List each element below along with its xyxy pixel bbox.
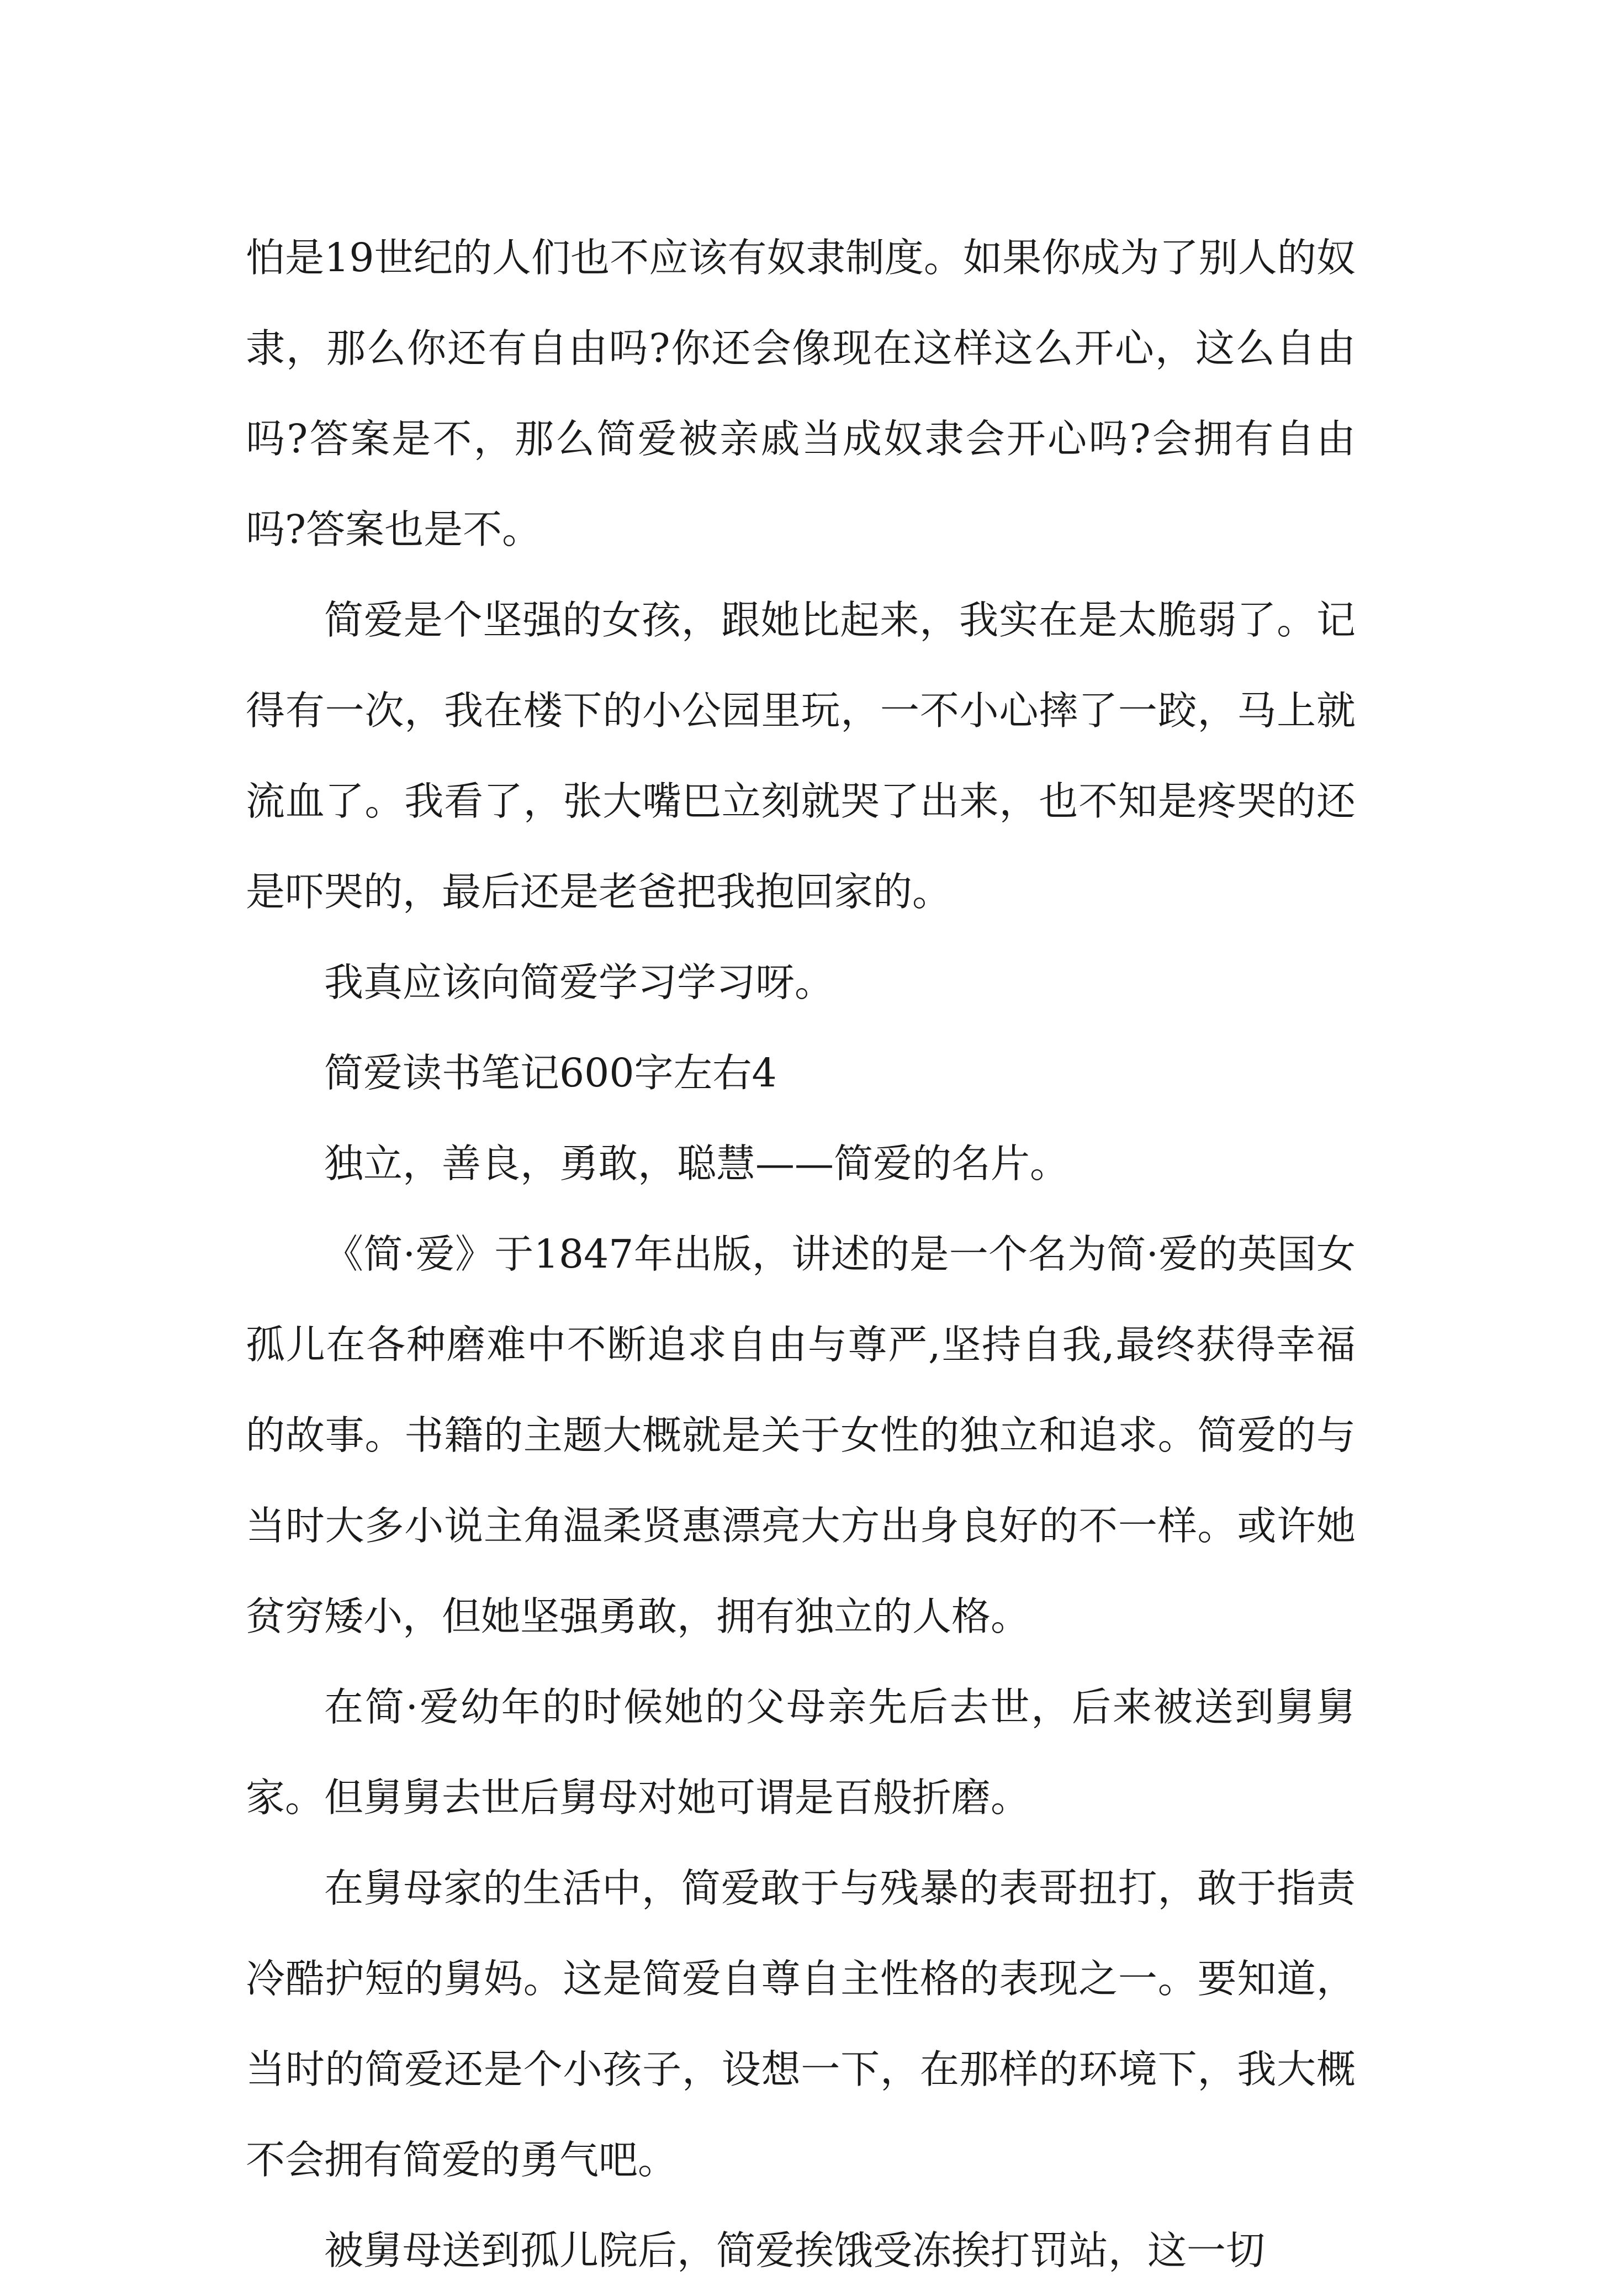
document-body bbox=[246, 213, 1356, 2296]
paragraph: 简爱是个坚强的女孩，跟她比起来，我实在是太脆弱了。记得有一次，我在楼下的小公园里玩，一不小心摔了一跤，马上就流血了。我看了，张大嘴巴立刻就哭了出来，也不知是疼哭的还是吓哭的，最后还是老爸把我抱回家的。 bbox=[246, 597, 1356, 915]
paragraph: 《简·爱》于1847年出版，讲述的是一个名为简·爱的英国女孤儿在各种磨难中不断追求自由与尊严,坚持自我,最终获得幸福的故事。书籍的主题大概就是关于女性的独立和追求。简爱的与当时大多小说主角温柔贤惠漂亮大方出身良好的不一样。或许她贫穷矮小，但她坚强勇敢，拥有独立的人格。 bbox=[246, 1231, 1356, 1639]
paragraph: 在舅母家的生活中，简爱敢于与残暴的表哥扭打，敢于指责冷酷护短的舅妈。这是简爱自尊自主性格的表现之一。要知道，当时的简爱还是个小孩子，设想一下，在那样的环境下，我大概不会拥有简爱的勇气吧。 bbox=[246, 1865, 1356, 2183]
paragraph: 独立，善良，勇敢，聪慧——简爱的名片。 bbox=[324, 1141, 1070, 1186]
paragraph: 在简·爱幼年的时候她的父母亲先后去世，后来被送到舅舅家。但舅舅去世后舅母对她可谓是百般折磨。 bbox=[246, 1684, 1356, 1820]
section-heading: 简爱读书笔记600字左右4 bbox=[324, 1050, 777, 1096]
paragraph: 被舅母送到孤儿院后，简爱挨饿受冻挨打罚站，这一切 bbox=[324, 2228, 1266, 2273]
paragraph-continuation: 怕是19世纪的人们也不应该有奴隶制度。如果你成为了别人的奴隶，那么你还有自由吗?你还会像现在这样这么开心，这么自由吗?答案是不，那么简爱被亲戚当成奴隶会开心吗?会拥有自由吗?答案也是不。 bbox=[246, 235, 1356, 552]
paragraph: 我真应该向简爱学习学习呀。 bbox=[324, 959, 834, 1005]
